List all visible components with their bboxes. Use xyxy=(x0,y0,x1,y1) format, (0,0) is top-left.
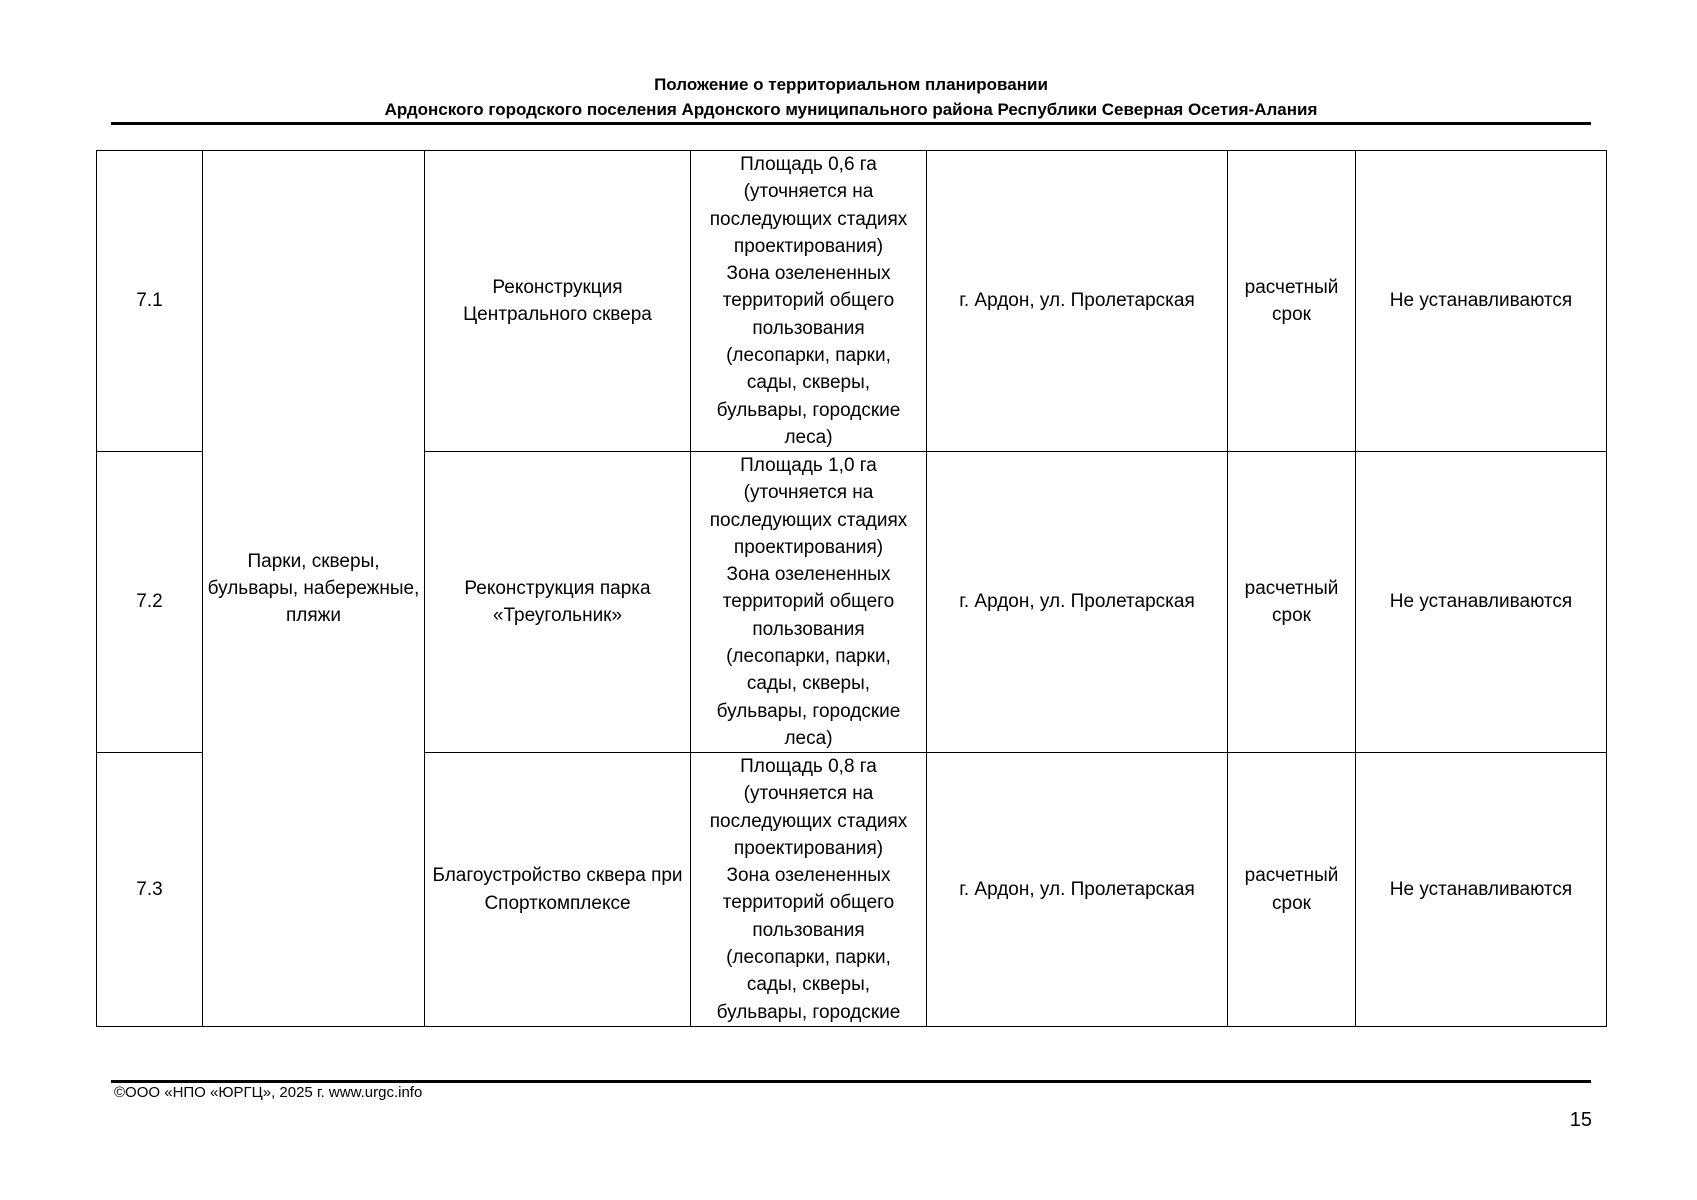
description-line: сады, скверы, xyxy=(746,372,871,394)
table-row xyxy=(97,151,1607,452)
description-line: проектирования) xyxy=(733,536,884,558)
description-line: Площадь 0,6 га xyxy=(740,154,877,175)
zones-status: Не устанавливаются xyxy=(1356,452,1607,753)
description-line: пользования xyxy=(752,618,865,640)
object-name: Благоустройство сквера при Спорткомплексе xyxy=(425,753,691,1027)
description-line: Зона озелененных xyxy=(726,865,891,887)
implementation-term: расчетный срок xyxy=(1228,452,1356,753)
description-line: проектирования) xyxy=(733,235,884,257)
planning-table xyxy=(96,150,1607,1027)
description-line: бульвары, городские xyxy=(716,700,901,722)
header-title: Положение о территориальном планировании xyxy=(654,75,1048,94)
description-line: Площадь 1,0 га xyxy=(740,455,877,476)
description-line: пользования xyxy=(752,317,865,339)
description-line: последующих стадиях xyxy=(709,208,908,230)
description-line: сады, скверы, xyxy=(746,974,871,996)
description-line: (уточняется на xyxy=(743,783,874,805)
header-divider xyxy=(111,122,1591,125)
header-subtitle: Ардонского городского поселения Ардонского муниципального района Республики Северная Осетия-Алания xyxy=(384,100,1318,119)
location: г. Ардон, ул. Пролетарская xyxy=(927,753,1228,1027)
page-number: 15 xyxy=(1569,1109,1592,1131)
description-line: проектирования) xyxy=(733,837,884,859)
object-name: Реконструкция Центрального сквера xyxy=(425,151,691,452)
zones-status: Не устанавливаются xyxy=(1356,151,1607,452)
description-line: сады, скверы, xyxy=(746,673,871,695)
description-line: территорий общего xyxy=(722,591,895,613)
description-line: Площадь 0,8 га xyxy=(740,756,877,777)
location: г. Ардон, ул. Пролетарская xyxy=(927,452,1228,753)
location: г. Ардон, ул. Пролетарская xyxy=(927,151,1228,452)
description-line: (лесопарки, парки, xyxy=(726,646,891,668)
object-description xyxy=(691,753,927,1027)
description-line: Зона озелененных xyxy=(726,564,891,586)
description-line: (уточняется на xyxy=(743,482,874,504)
description-line: леса) xyxy=(784,727,833,749)
description-line: последующих стадиях xyxy=(709,509,908,531)
description-line: последующих стадиях xyxy=(709,810,908,832)
description-line: территорий общего xyxy=(722,290,895,312)
description-line: (уточняется на xyxy=(743,181,874,203)
object-group-cell: Парки, скверы, бульвары, набережные, пляжи xyxy=(203,151,425,1027)
description-line: (лесопарки, парки, xyxy=(726,345,891,367)
description-line: территорий общего xyxy=(722,892,895,914)
implementation-term: расчетный срок xyxy=(1228,753,1356,1027)
row-number: 7.2 xyxy=(97,452,203,753)
description-line: бульвары, городские xyxy=(716,1001,901,1023)
description-line: (лесопарки, парки, xyxy=(726,947,891,969)
row-number: 7.1 xyxy=(97,151,203,452)
footer-copyright: ©ООО «НПО «ЮРГЦ», 2025 г. www.urgc.info xyxy=(114,1084,423,1101)
description-line: бульвары, городские xyxy=(716,399,901,421)
implementation-term: расчетный срок xyxy=(1228,151,1356,452)
object-name: Реконструкция парка «Треугольник» xyxy=(425,452,691,753)
row-number: 7.3 xyxy=(97,753,203,1027)
zones-status: Не устанавливаются xyxy=(1356,753,1607,1027)
description-line: леса) xyxy=(784,426,833,448)
description-line: пользования xyxy=(752,919,865,941)
object-description xyxy=(691,151,927,452)
object-description xyxy=(691,452,927,753)
description-line: Зона озелененных xyxy=(726,263,891,285)
page-header xyxy=(111,72,1591,122)
